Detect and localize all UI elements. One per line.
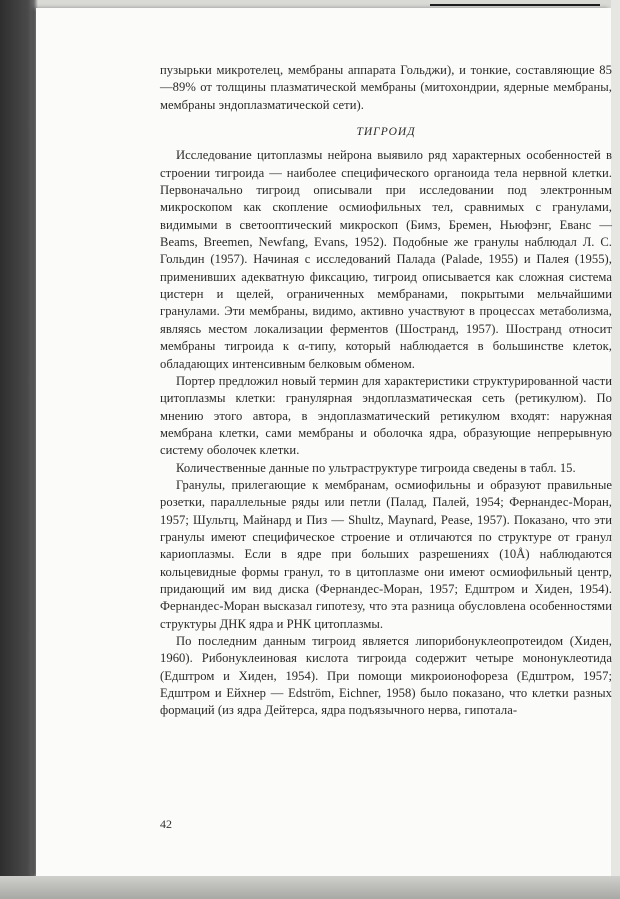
page-right-margin (611, 0, 620, 899)
paragraph: Количественные данные по ультраструктуре тигроида сведены в табл. 15. (176, 460, 576, 475)
paragraph: Исследование цитоплазмы нейрона выявило ряд характерных особенностей в строении тигроида — наиболее специфического органоида тела нервной клетки. Первоначально тигроид описывали при исследовании под электронным микроскопом как скопление осмиофильных тел, сравнимых с гранулами, видимыми в светооптический микроскоп (Бимз, Бремен, Ньюфэнг, Еванс — Beams, Breemen, Newfang, Evans, 1952). Подобные же гранулы наблюдал Л. С. Гольдин (1957). Начиная с исследований Палада (Palade, 1955) и Палея (1955), применивших адекватную фиксацию, тигроид описывается как сложная система цистерн и щелей, ограниченных мембранами, покрытыми мельчайшими гранулами. Эти мембраны, видимо, активно участвуют в процессах метаболизма, являясь местом локализации ферментов (Шостранд, 1957). Шостранд относит мембраны тигроида к α-типу, который наблюдается в большинстве клеток, обладающих интенсивным белковым обменом. (160, 148, 612, 371)
page-number: 42 (160, 817, 172, 831)
body-text (160, 62, 612, 720)
paragraph-continuation: пузырьки микротелец, мембраны аппарата Гольджи), и тонкие, составляющие 85—89% от толщины плазматической мембраны (митохондрии, ядерные мембраны, мембраны эндоплазматической сети). (160, 63, 612, 112)
page-edge-line (430, 4, 600, 6)
page-bottom-margin (0, 876, 620, 899)
paragraph: Портер предложил новый термин для характеристики структурированной части цитоплазмы клетки: гранулярная эндоплазматическая сеть (ретикулюм). По мнению этого автора, в эндоплазматический ретикулюм входят: наружная мембрана клетки, сами мембраны и оболочка ядра, образующие непрерывную систему оболочек клетки. (160, 373, 612, 458)
paragraph: По последним данным тигроид является липорибонуклеопротеидом (Хиден, 1960). Рибонуклеиновая кислота тигроида содержит четыре мононуклеотида (Едштром и Хиден, 1954). При помощи микроионофореза (Едштром, 1957; Едштром и Ейхнер — Edström, Eichner, 1958) было показано, что клетки разных формаций (из ядра Дейтерса, ядра подъязычного нерва, гипотала- (160, 634, 612, 718)
paragraph: Гранулы, прилегающие к мембранам, осмиофильны и образуют правильные розетки, параллельные ряды или петли (Палад, Палей, 1954; Фернандес-Моран, 1957; Шультц, Майнард и Пиз — Shultz, Maynard, Pease, 1957). Показано, что эти гранулы имеют специфическое строение и отличаются по структуре от гранул кариоплазмы. Если в ядре при больших разрешениях (10Å) наблюдаются кольцевидные формы гранул, то в цитоплазме они имеют осмиофильный центр, придающий им вид диска (Фернандес-Моран, 1957; Едштром и Хиден, 1954). Фернандес-Моран высказал гипотезу, что эта разница обусловлена особенностями структуры ДНК ядра и РНК цитоплазмы. (160, 477, 612, 631)
section-heading: ТИГРОИД (356, 126, 416, 139)
